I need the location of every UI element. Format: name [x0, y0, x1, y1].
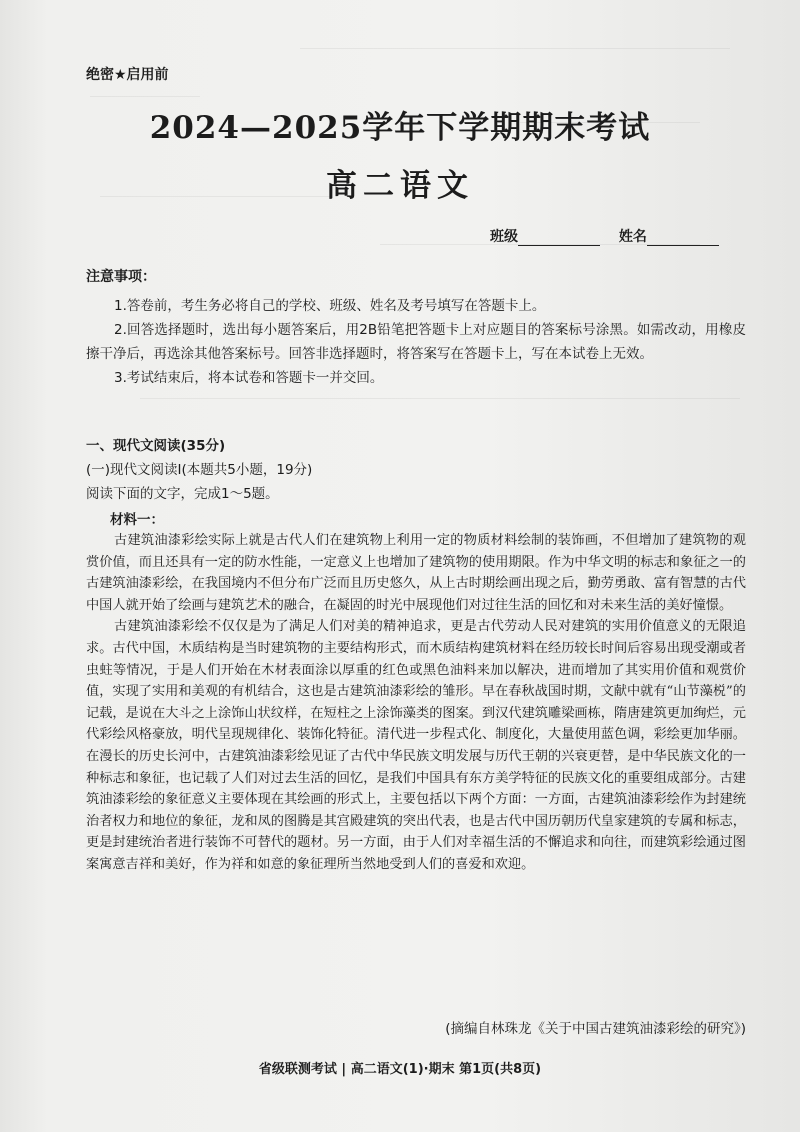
name-label: 姓名 [618, 229, 647, 245]
article-paragraph: 古建筑油漆彩绘实际上就是古代人们在建筑物上利用一定的物质材料绘制的装饰画，不但增加了建筑物的观赏价值，而且还具有一定的防水性能，一定意义上也增加了建筑物的使用期限。作为中华文明的标志和象征之一的古建筑油漆彩绘，在我国境内不但分布广泛而且历史悠久，从上古时期绘画出现之后，勤劳勇敢、富有智慧的古代中国人就开始了绘画与建筑艺术的融合，在凝固的时光中展现他们对过往生活的回忆和对未来生活的美好憧憬。 [86, 533, 746, 613]
exam-title: 2024—2025学年下学期期末考试 [149, 110, 651, 146]
bleed-line [300, 48, 730, 49]
section-heading: 一、现代文阅读(35分) [86, 438, 226, 454]
exam-subject: 高二语文 [326, 168, 474, 204]
notes-heading: 注意事项： [86, 269, 156, 285]
class-blank [518, 231, 600, 246]
note-item: 1.答卷前，考生务必将自己的学校、班级、姓名及考号填写在答题卡上。 [114, 298, 546, 314]
bleed-line [140, 398, 740, 399]
material-label: 材料一： [110, 512, 164, 528]
reading-instruction: 阅读下面的文字，完成1～5题。 [86, 486, 279, 502]
class-label: 班级 [490, 229, 518, 245]
article-paragraph: 古建筑油漆彩绘不仅仅是为了满足人们对美的精神追求，更是古代劳动人民对建筑的实用价值意义的无限追求。古代中国，木质结构是当时建筑物的主要结构形式，而木质结构建筑材料在经历较长时间后容易出现受潮或者虫蛀等情况，于是人们开始在木材表面涂以厚重的红色或黑色油料来加以解决，进而增加了其实用价值和观赏价值，实现了实用和美观的有机结合，这也是古建筑油漆彩绘的雏形。早在春秋战国时期，文献中就有“山节藻棁”的记载，是说在大斗之上涂饰山状纹样，在短柱之上涂饰藻类的图案。到汉代建筑雕梁画栋，隋唐建筑更加绚烂，元代彩绘风格豪放，明代呈现规律化、装饰化特征。清代进一步程式化、制度化，大量使用蓝色调，彩绘更加华丽。在漫长的历史长河中，古建筑油漆彩绘见证了古代中华民族文明发展与历代王朝的兴衰更替，是中华民族文化的一种标志和象征，也记载了人们对过去生活的回忆，是我们中国具有东方美学特征的民族文化的重要组成部分。古建筑油漆彩绘的象征意义主要体现在其绘画的形式上，主要包括以下两个方面：一方面，古建筑油漆彩绘作为封建统治者权力和地位的象征，龙和凤的图腾是其宫殿建筑的突出代表，也是古代中国历朝历代皇家建筑的专属和标志，更是封建统治者进行装饰不可替代的题材。另一方面，由于人们对幸福生活的不懈追求和向往，而建筑彩绘通过图案寓意吉祥和美好，作为祥和如意的象征理所当然地受到人们的喜爱和欢迎。 [86, 619, 746, 872]
article-body [86, 530, 746, 876]
article-source: (摘编自林珠龙《关于中国古建筑油漆彩绘的研究》) [445, 1021, 746, 1037]
page-footer: 省级联测考试 | 高二语文(1)·期末 第1页(共8页) [258, 1062, 542, 1077]
subsection-heading: (一)现代文阅读Ⅰ(本题共5小题，19分) [86, 462, 313, 478]
confidential-mark: 绝密★启用前 [86, 67, 169, 83]
name-blank [647, 231, 719, 246]
notes-list [86, 294, 746, 390]
student-info-fields [490, 226, 719, 246]
bleed-line [90, 96, 200, 97]
note-item: 2.回答选择题时，选出每小题答案后，用2B铅笔把答题卡上对应题目的答案标号涂黑。如需改动，用橡皮擦干净后，再选涂其他答案标号。回答非选择题时，将答案写在答题卡上，写在本试卷上无效。 [86, 322, 746, 362]
note-item: 3.考试结束后，将本试卷和答题卡一并交回。 [114, 370, 384, 386]
